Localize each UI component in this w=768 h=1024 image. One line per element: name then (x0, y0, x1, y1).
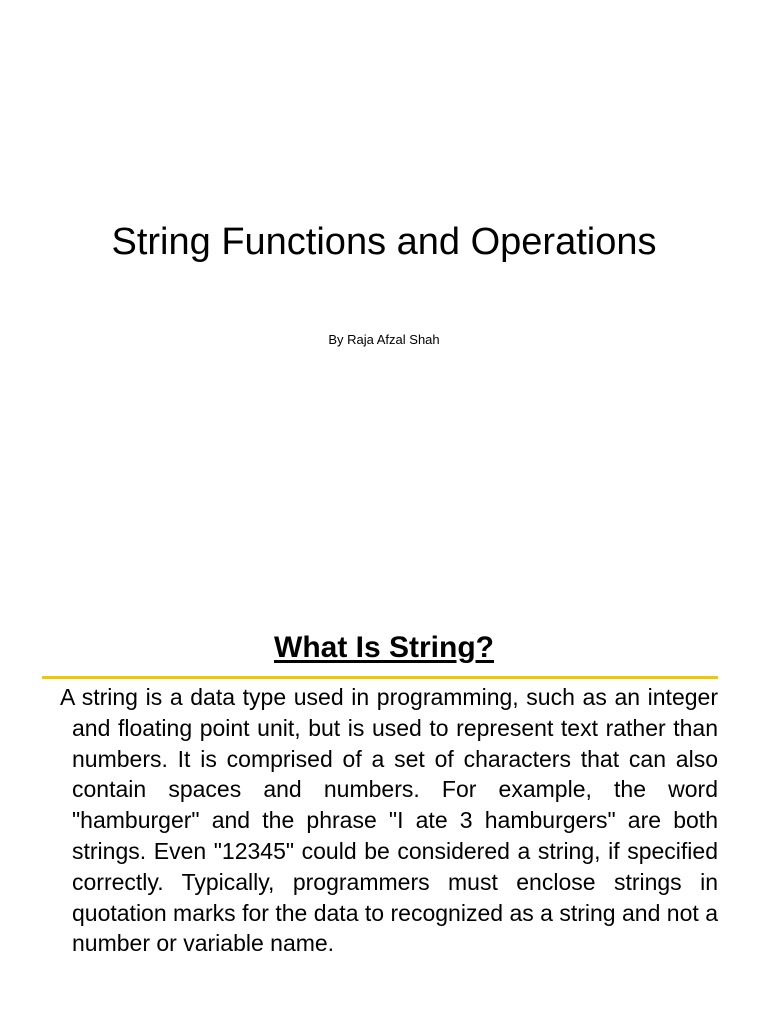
author-line: By Raja Afzal Shah (328, 332, 440, 347)
definition-paragraph: A string is a data type used in programming, such as an integer and floating point unit, but is used to represent text rather than numbers. It is comprised of a set of characters that can also contain spaces and numbers. For example, the word "hamburger" and the phrase "I ate 3 hamburgers" are both strings. Even "12345" could be considered a string, if specified correctly. Typically, programmers must enclose strings in quotation marks for the data to recognized as a string and not a number or variable name. (60, 684, 718, 957)
content-slide (0, 580, 768, 1024)
heading-divider (42, 676, 718, 679)
section-heading: What Is String? (274, 631, 494, 664)
slide-title: String Functions and Operations (111, 221, 657, 263)
